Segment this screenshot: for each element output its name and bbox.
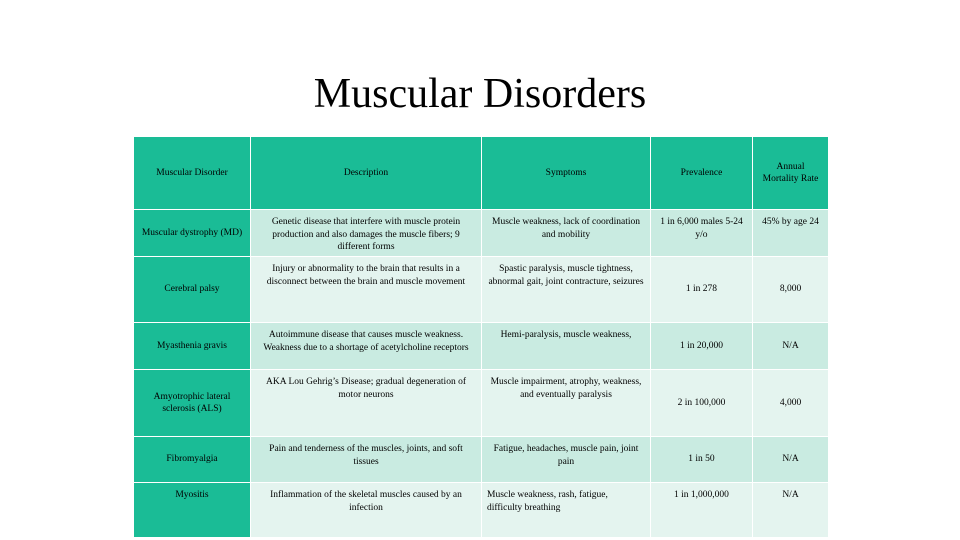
prevalence-cell: 1 in 278 <box>651 257 753 323</box>
disorder-cell: Myasthenia gravis <box>134 323 251 370</box>
slide-title: Muscular Disorders <box>313 71 647 117</box>
table-row <box>134 370 829 437</box>
mortality-cell: N/A <box>753 323 829 370</box>
table-row <box>134 437 829 483</box>
prevalence-cell: 2 in 100,000 <box>651 370 753 437</box>
table-header-row <box>134 137 829 210</box>
table-row <box>134 483 829 538</box>
description-cell: Autoimmune disease that causes muscle weakness. Weakness due to a shortage of acetylcholine receptors <box>251 323 482 370</box>
description-cell: Genetic disease that interfere with muscle protein production and also damages the muscle fibers; 9 different forms <box>251 210 482 257</box>
table-row <box>134 257 829 323</box>
prevalence-cell: 1 in 20,000 <box>651 323 753 370</box>
prevalence-cell: 1 in 1,000,000 <box>651 483 753 538</box>
header-description: Description <box>251 137 482 210</box>
symptoms-cell: Muscle weakness, lack of coordination and mobility <box>482 210 651 257</box>
description-cell: Injury or abnormality to the brain that results in a disconnect between the brain and muscle movement <box>251 257 482 323</box>
symptoms-cell: Muscle weakness, rash, fatigue, difficulty breathing <box>482 483 651 538</box>
symptoms-cell: Fatigue, headaches, muscle pain, joint pain <box>482 437 651 483</box>
table-row <box>134 323 829 370</box>
disorders-table <box>133 136 829 538</box>
disorder-cell: Cerebral palsy <box>134 257 251 323</box>
prevalence-cell: 1 in 50 <box>651 437 753 483</box>
mortality-cell: N/A <box>753 437 829 483</box>
header-prevalence: Prevalence <box>651 137 753 210</box>
mortality-cell: N/A <box>753 483 829 538</box>
mortality-cell: 8,000 <box>753 257 829 323</box>
symptoms-cell: Hemi-paralysis, muscle weakness, <box>482 323 651 370</box>
symptoms-cell: Muscle impairment, atrophy, weakness, and eventually paralysis <box>482 370 651 437</box>
description-cell: Inflammation of the skeletal muscles caused by an infection <box>251 483 482 538</box>
prevalence-cell: 1 in 6,000 males 5-24 y/o <box>651 210 753 257</box>
disorder-cell: Myositis <box>134 483 251 538</box>
disorder-cell: Muscular dystrophy (MD) <box>134 210 251 257</box>
mortality-cell: 45% by age 24 <box>753 210 829 257</box>
header-muscular-disorder: Muscular Disorder <box>134 137 251 210</box>
table-row <box>134 210 829 257</box>
header-annual-mortality-rate: Annual Mortality Rate <box>753 137 829 210</box>
disorder-cell: Fibromyalgia <box>134 437 251 483</box>
symptoms-cell: Spastic paralysis, muscle tightness, abnormal gait, joint contracture, seizures <box>482 257 651 323</box>
description-cell: Pain and tenderness of the muscles, joints, and soft tissues <box>251 437 482 483</box>
disorder-cell: Amyotrophic lateral sclerosis (ALS) <box>134 370 251 437</box>
description-cell: AKA Lou Gehrig’s Disease; gradual degeneration of motor neurons <box>251 370 482 437</box>
header-symptoms: Symptoms <box>482 137 651 210</box>
mortality-cell: 4,000 <box>753 370 829 437</box>
